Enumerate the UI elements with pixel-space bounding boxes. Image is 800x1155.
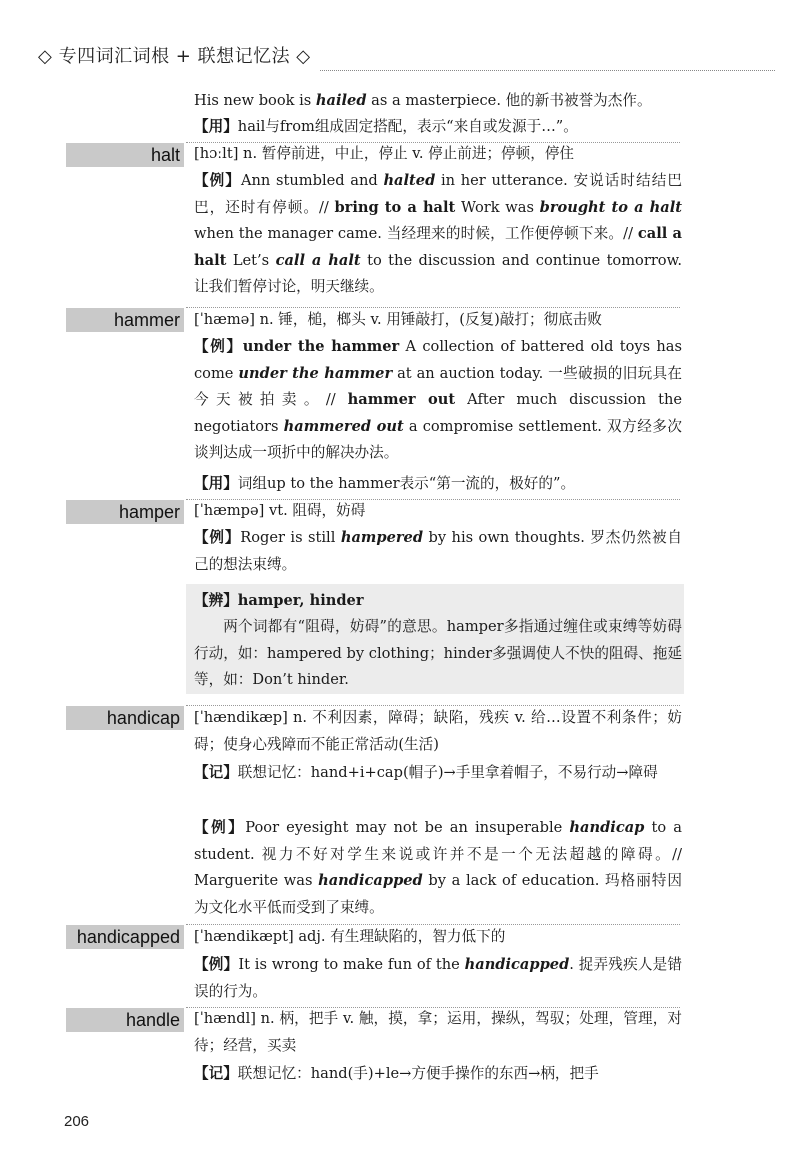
- hail-usage: [194, 114, 682, 141]
- handicapped-example: [194, 952, 682, 1005]
- text: Ann stumbled and: [240, 172, 384, 189]
- hammer-usage: [194, 471, 682, 498]
- text: His new book is: [194, 92, 316, 109]
- page-number: 206: [64, 1113, 90, 1130]
- phrase: under the hammer: [242, 338, 400, 355]
- distinction-words: hamper, hinder: [237, 592, 364, 609]
- bold-word: hammered out: [283, 417, 404, 435]
- memory-text: 联想记忆：hand+i+cap(帽子)→手里拿着帽子，不易行动→障碍: [237, 764, 658, 781]
- text: by a lack of education. 玛格丽特因为文化水平低而受到了束缚。: [194, 872, 682, 916]
- text: Work was: [455, 198, 540, 216]
- usage-text: hail与from组成固定搭配，表示“来自或发源于…”。: [237, 118, 578, 135]
- handle-memory: [194, 1061, 682, 1088]
- bold-word: hailed: [315, 92, 367, 109]
- headword-halt: halt: [66, 143, 184, 167]
- phrase: bring to a halt: [334, 198, 456, 216]
- hamper-example: [194, 525, 682, 578]
- phrase: call a halt: [194, 225, 683, 269]
- hammer-examples: [194, 334, 682, 467]
- handicap-examples: [194, 815, 682, 921]
- text: It is wrong to make fun of the: [238, 956, 465, 973]
- text: to a student. 视力不好对学生来说或许并不是一个无法超越的障碍。// Marguerite was: [194, 819, 682, 889]
- text: Roger is still: [240, 529, 341, 546]
- handicap-memory: [194, 760, 682, 787]
- bold-word: call a halt: [275, 251, 361, 269]
- headword-handle: handle: [66, 1008, 184, 1032]
- bold-word: hampered: [340, 529, 424, 546]
- text: to the discussion and continue tomorrow. 让我们暂停讨论，明天继续。: [194, 251, 682, 295]
- header-rule: [320, 70, 775, 71]
- text: After much discussion the negotiators: [194, 391, 682, 435]
- text: . 捉弄残疾人是错误的行为。: [194, 956, 682, 1000]
- bold-word: handicapped: [464, 956, 570, 973]
- text: a compromise settlement. 双方经多次谈判达成一项折中的解决办法。: [194, 417, 682, 461]
- bold-word: handicap: [569, 819, 645, 836]
- example-tag: 【例】: [194, 819, 246, 836]
- distinction-tag: 【辨】: [194, 592, 238, 609]
- bold-word: handicapped: [318, 872, 423, 889]
- example-tag: 【例】: [194, 172, 241, 189]
- text: when the manager came. 当经理来的时候，工作便停顿下来。//: [194, 225, 638, 242]
- usage-tag: 【用】: [194, 475, 238, 492]
- hail-example: [194, 88, 682, 115]
- usage-text: 词组up to the hammer表示“第一流的，极好的”。: [237, 475, 576, 492]
- handicap-definition: [ˈhændikæp] n. 不利因素，障碍；缺陷，残疾 v. 给…设置不利条件；妨碍；使身心残障而不能正常活动(生活): [194, 709, 682, 753]
- distinction-text: 两个词都有“阻碍，妨碍”的意思。hamper多指通过缠住或束缚等妨碍行动，如：hampered by clothing；hinder多强调使人不快的阻碍、拖延等，如：Don’t hinder.: [194, 618, 682, 688]
- hamper-definition: [ˈhæmpə] vt. 阻碍，妨碍: [194, 502, 366, 519]
- hammer-definition: [ˈhæmə] n. 锤，槌，榔头 v. 用锤敲打，(反复)敲打；彻底击败: [194, 311, 602, 328]
- halt-definition: [hɔːlt] n. 暂停前进，中止，停止 v. 停止前进；停顿，停住: [194, 145, 575, 162]
- distinction-title: [194, 588, 682, 615]
- text: at an auction today. 一些破损的旧玩具在今天被拍卖。//: [194, 364, 682, 408]
- memory-tag: 【记】: [194, 1065, 238, 1082]
- text: A collection of battered old toys has come: [194, 338, 682, 382]
- halt-examples: [194, 168, 682, 301]
- headword-handicap: handicap: [66, 706, 184, 730]
- phrase: hammer out: [347, 391, 456, 408]
- example-tag: 【例】: [194, 956, 239, 973]
- text: as a masterpiece. 他的新书被誉为杰作。: [366, 92, 652, 109]
- bold-word: halted: [383, 172, 436, 189]
- handicapped-definition: [ˈhændikæpt] adj. 有生理缺陷的，智力低下的: [194, 928, 506, 945]
- handle-definition: [ˈhændl] n. 柄，把手 v. 触，摸，拿；运用，操纵，驾驭；处理，管理，对待；经营，买卖: [194, 1010, 682, 1054]
- headword-hamper: hamper: [66, 500, 184, 524]
- headword-hammer: hammer: [66, 308, 184, 332]
- memory-text: 联想记忆：hand(手)+le→方便手操作的东西→柄，把手: [237, 1065, 599, 1082]
- example-tag: 【例】: [194, 338, 243, 355]
- headword-handicapped: handicapped: [66, 925, 184, 949]
- usage-tag: 【用】: [194, 118, 238, 135]
- memory-tag: 【记】: [194, 764, 238, 781]
- text: in her utterance. 安说话时结结巴巴，还时有停顿。//: [194, 172, 682, 216]
- bold-word: under the hammer: [238, 364, 393, 382]
- text: by his own thoughts. 罗杰仍然被自己的想法束缚。: [194, 529, 682, 573]
- text: Let’s: [226, 251, 276, 269]
- running-title: ◇ 专四词汇词根 + 联想记忆法 ◇: [38, 46, 311, 67]
- bold-word: brought to a halt: [539, 198, 683, 216]
- text: Poor eyesight may not be an insuperable: [245, 819, 570, 836]
- example-tag: 【例】: [194, 529, 241, 546]
- page-header: [0, 0, 800, 76]
